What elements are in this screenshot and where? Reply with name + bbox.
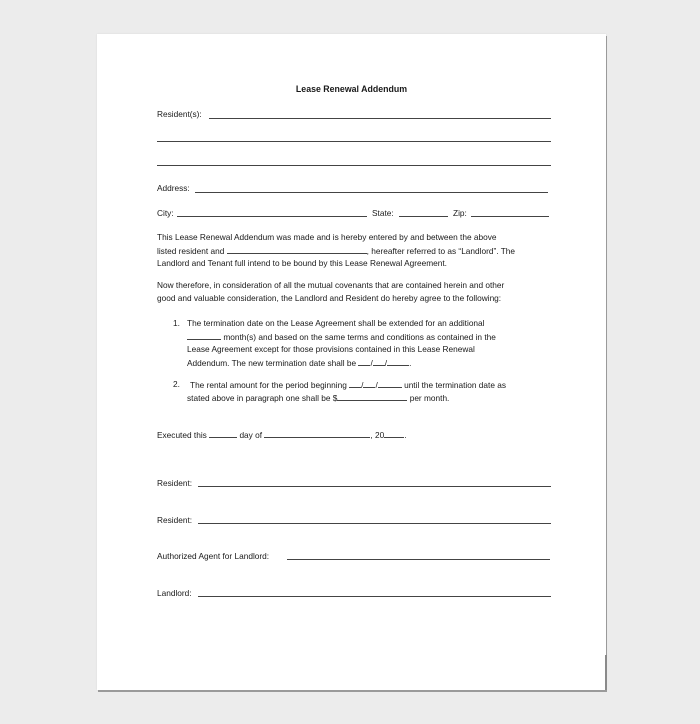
item-1-text: The termination date on the Lease Agreement shall be extended for an additional month(s) and based on the same terms and conditions as contained in the Lease Agreement except for those provisions contained in this Lease Renewal Addendum. The new termination date shall be / / . [187,318,496,368]
residents-label: Resident(s): [157,109,202,119]
new-termination-day-field[interactable] [373,356,385,366]
document-title: Lease Renewal Addendum [295,84,408,94]
intro-line-2: listed resident and , hereafter referred to as “Landlord”. The [157,245,516,256]
executed-day-field[interactable] [209,428,237,438]
executed-line: Executed this day of , 20 . [157,430,407,440]
item-1-number: 1. [173,318,180,328]
item-2-number: 2. [173,379,180,389]
landlord-signature-field[interactable] [198,596,551,597]
residents-field-1[interactable] [209,118,551,119]
new-termination-month-field[interactable] [358,356,370,366]
landlord-signature-label: Landlord: [157,588,192,598]
executed-month-field[interactable] [264,428,370,438]
residents-field-2[interactable] [157,141,551,142]
intro-paragraph [157,231,515,270]
period-start-month-field[interactable] [349,378,361,388]
consideration-paragraph: Now therefore, in consideration of all the mutual covenants that are contained herein and other good and valuable consideration, the Landlord and Resident do hereby agree to the following: [157,280,505,303]
agent-signature-field[interactable] [287,559,550,560]
address-field[interactable] [195,192,548,193]
zip-label: Zip: [453,208,467,218]
zip-field[interactable] [471,216,549,217]
new-termination-year-field[interactable] [387,356,409,366]
state-field[interactable] [399,216,448,217]
landlord-name-field[interactable] [227,244,367,254]
resident-signature-label-2: Resident: [157,515,193,525]
item-2-text: The rental amount for the period beginning / / until the termination date as [190,380,507,390]
resident-signature-field-1[interactable] [198,486,551,487]
page-shadow-edge [605,655,607,690]
period-start-day-field[interactable] [363,378,375,388]
resident-signature-field-2[interactable] [198,523,551,524]
state-label: State: [372,208,394,218]
agent-signature-label: Authorized Agent for Landlord: [157,551,270,561]
residents-field-3[interactable] [157,165,551,166]
period-start-year-field[interactable] [378,378,402,388]
city-field[interactable] [177,216,367,217]
item-2-line-2: stated above in paragraph one shall be $ per month. [187,393,450,403]
executed-year-field[interactable] [384,428,404,438]
intro-line-1: This Lease Renewal Addendum was made and is hereby entered by and between the above [157,232,497,242]
city-label: City: [157,208,174,218]
months-field[interactable] [187,330,221,340]
address-label: Address: [157,183,190,193]
intro-line-3: Landlord and Tenant full intend to be bound by this Lease Renewal Agreement. [157,258,447,269]
resident-signature-label-1: Resident: [157,478,193,488]
rent-amount-field[interactable] [337,391,407,401]
document-page [97,34,606,690]
